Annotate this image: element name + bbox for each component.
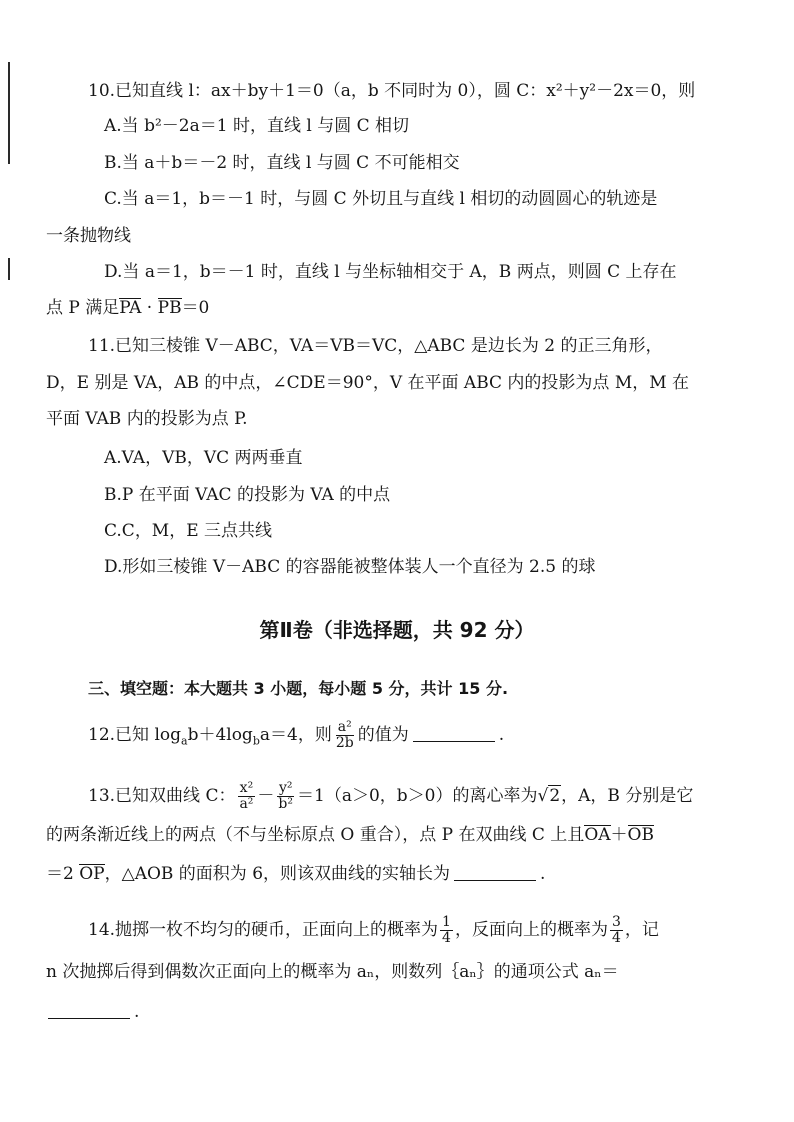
vector-oa: OA xyxy=(584,825,611,845)
fraction-denominator: 4 xyxy=(611,930,621,946)
text: ，反面向上的概率为 xyxy=(454,920,608,940)
fraction xyxy=(276,781,295,812)
part2-title: 第Ⅱ卷（非选择题，共 92 分） xyxy=(259,618,535,642)
text: 的两条渐近线上的两点（不与坐标原点 O 重合），点 P 在双曲线 C 上且 xyxy=(46,825,585,845)
fraction-denominator: 4 xyxy=(442,930,451,946)
fraction xyxy=(334,720,356,751)
text: a＝4，则 xyxy=(259,725,332,745)
q10-option-a: A.当 b²－2a＝1 时，直线 l 与圆 C 相切 xyxy=(104,116,410,136)
q10-option-c: C.当 a＝1，b＝－1 时，与圆 C 外切且与直线 l 相切的动圆圆心的轨迹是 xyxy=(104,189,658,209)
text: 点 P 满足 xyxy=(46,298,120,318)
fraction-numerator: a² xyxy=(337,719,352,735)
q13-line3 xyxy=(46,862,545,886)
vector-pa: PA xyxy=(119,298,142,318)
q11-option-d: D.形如三棱锥 V－ABC 的容器能被整体装人一个直径为 2.5 的球 xyxy=(104,557,596,577)
text: b＋4log xyxy=(187,725,253,745)
fraction-numerator: 1 xyxy=(442,914,451,930)
fraction-numerator: y² xyxy=(278,780,293,796)
scan-mark xyxy=(8,258,10,280)
q10-option-d-cont xyxy=(46,296,209,320)
fraction-numerator: x² xyxy=(239,780,254,796)
q14-line1 xyxy=(88,915,659,946)
text: ，△AOB 的面积为 6，则该双曲线的实轴长为 xyxy=(104,864,451,884)
text: ＋ xyxy=(610,825,628,845)
dot-operator: · xyxy=(141,298,158,318)
answer-blank[interactable] xyxy=(454,864,536,881)
text: 14.抛掷一枚不均匀的硬币，正面向上的概率为 xyxy=(88,920,439,940)
q12 xyxy=(88,720,504,751)
fraction-numerator: 3 xyxy=(611,914,621,930)
text: ，记 xyxy=(624,920,659,940)
text: 12.已知 log xyxy=(88,725,181,745)
answer-blank[interactable] xyxy=(48,1002,130,1019)
radicand: 2 xyxy=(549,786,561,806)
q11-option-c: C.C，M，E 三点共线 xyxy=(104,521,273,541)
subscript: a xyxy=(181,734,188,748)
text: 的值为 xyxy=(357,725,409,745)
scan-mark xyxy=(8,62,10,164)
q10-stem: 10.已知直线 l：ax＋by＋1＝0（a，b 不同时为 0），圆 C：x²＋y²－2x＝0，则 xyxy=(88,81,696,101)
fraction-denominator: b² xyxy=(278,796,293,812)
vector-op: OP xyxy=(79,864,105,884)
text: . xyxy=(540,864,546,884)
q13-line1 xyxy=(88,781,693,812)
text: ＝2 xyxy=(46,864,80,884)
vector-ob: OB xyxy=(627,825,654,845)
q10-option-c-cont: 一条抛物线 xyxy=(46,226,131,246)
q13-line2 xyxy=(46,823,654,847)
answer-blank[interactable] xyxy=(413,725,495,742)
q10-option-d: D.当 a＝1，b＝－1 时，直线 l 与坐标轴相交于 A，B 两点，则圆 C 上存在 xyxy=(104,262,677,282)
q11-stem-line2: D，E 别是 VA，AB 的中点，∠CDE＝90°，V 在平面 ABC 内的投影为点 M，M 在 xyxy=(46,373,690,393)
q11-option-b: B.P 在平面 VAC 的投影为 VA 的中点 xyxy=(104,485,391,505)
fraction-denominator: a² xyxy=(239,796,254,812)
fraction xyxy=(237,781,255,812)
q10-option-b: B.当 a＋b＝－2 时，直线 l 与圆 C 不可能相交 xyxy=(104,153,460,173)
subscript: b xyxy=(252,734,260,748)
text: ＝0 xyxy=(181,298,210,318)
text: ＝1（a＞0，b＞0）的离心率为 xyxy=(297,786,538,806)
q11-option-a: A.VA，VB，VC 两两垂直 xyxy=(104,448,303,468)
section3-header: 三、填空题：本大题共 3 小题，每小题 5 分，共计 15 分. xyxy=(88,679,509,698)
q14-line2: n 次抛掷后得到偶数次正面向上的概率为 aₙ，则数列｛aₙ｝的通项公式 aₙ＝ xyxy=(46,962,619,982)
vector-pb: PB xyxy=(157,298,182,318)
q14-line3 xyxy=(46,1000,139,1024)
radical-sign: √ xyxy=(537,786,549,806)
q11-stem-line1: 11.已知三棱锥 V－ABC，VA＝VB＝VC，△ABC 是边长为 2 的正三角形， xyxy=(88,336,663,356)
text: － xyxy=(257,786,275,806)
text: . xyxy=(134,1002,140,1022)
fraction xyxy=(440,915,453,946)
text: ，A，B 分别是它 xyxy=(561,786,694,806)
fraction xyxy=(610,915,623,946)
q11-stem-line3: 平面 VAB 内的投影为点 P. xyxy=(46,409,248,429)
text: . xyxy=(498,725,505,745)
fraction-denominator: 2b xyxy=(335,735,354,751)
square-root xyxy=(537,784,561,808)
text: 13.已知双曲线 C： xyxy=(88,786,236,806)
